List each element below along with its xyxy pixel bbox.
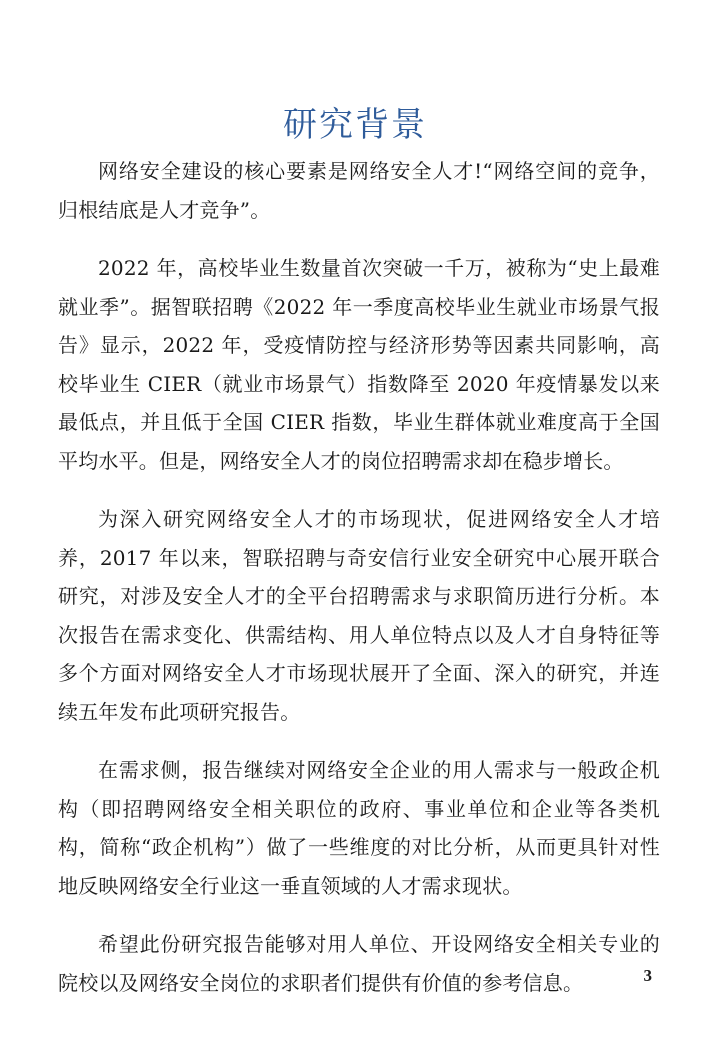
page-number: 3 — [643, 966, 652, 985]
page-title: 研究背景 — [283, 105, 427, 145]
paragraph-employment-2022: 2022 年，高校毕业生数量首次突破一千万，被称为“史上最难就业季”。据智联招聘《2022 年一季度高校毕业生就业市场景气报告》显示，2022 年，受疫情防控与经济形势等因素共同影响，高校毕业生 CIER（就业市场景气）指数降至 2020 年疫情暴发以来最低点，并且低于全国 CIER 指数，毕业生群体就业难度高于全国平均水平。但是，网络安全人才的岗位招聘需求却在稳步增长。 — [58, 256, 660, 473]
paragraph-closing: 希望此份研究报告能够对用人单位、开设网络安全相关专业的院校以及网络安全岗位的求职者们提供有价值的参考信息。 — [58, 932, 660, 995]
body-text — [58, 152, 660, 1022]
paragraph-core-elements: 网络安全建设的核心要素是网络安全人才!“网络空间的竞争，归根结底是人才竞争”。 — [58, 159, 660, 222]
paragraph-demand-side: 在需求侧，报告继续对网络安全企业的用人需求与一般政企机构（即招聘网络安全相关职位的政府、事业单位和企业等各类机构，简称“政企机构”）做了一些维度的对比分析，从而更具针对性地反映网络安全行业这一垂直领域的人才需求现状。 — [58, 758, 660, 898]
paragraph-research-scope: 为深入研究网络安全人才的市场现状，促进网络安全人才培养，2017 年以来，智联招聘与奇安信行业安全研究中心展开联合研究，对涉及安全人才的全平台招聘需求与求职简历进行分析。本次报告在需求变化、供需结构、用人单位特点以及人才自身特征等多个方面对网络安全人才市场现状展开了全面、深入的研究，并连续五年发布此项研究报告。 — [58, 507, 660, 724]
